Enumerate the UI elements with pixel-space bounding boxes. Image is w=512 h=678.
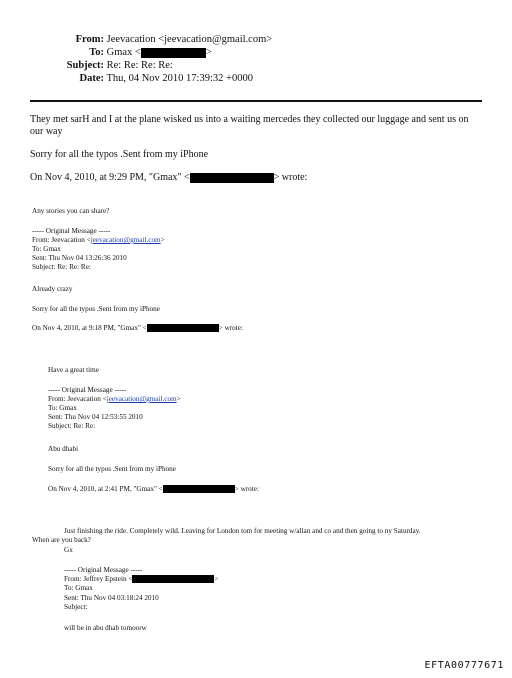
level3-sent: Sent: Thu Nov 04 03:18:24 2010 bbox=[64, 594, 159, 602]
level3-from-prefix: From: Jeffrey Epstein < bbox=[64, 575, 133, 583]
quote-intro-text: On Nov 4, 2010, at 9:29 PM, "Gmax" < bbox=[30, 172, 190, 183]
level1-question: Any stories you can share? bbox=[32, 207, 110, 215]
level1-quote-intro-text: On Nov 4, 2010, at 9:18 PM, "Gmax" < bbox=[32, 324, 147, 332]
level3-line1: Just finishing the ride. Completely wild. Leaving for London tom for meeting w/allan and co and then going to ny Saturday. bbox=[64, 527, 421, 535]
level2-from-suffix: > bbox=[176, 395, 181, 403]
level1-signature: Sorry for all the typos .Sent from my iPhone bbox=[32, 305, 160, 313]
level1-to: To: Gmax bbox=[32, 245, 61, 253]
level1-reply: Already crazy bbox=[32, 285, 73, 293]
level3-from bbox=[64, 575, 218, 583]
header-to-row bbox=[0, 47, 212, 58]
level3-line2: When are you back? bbox=[32, 536, 91, 544]
level2-sent: Sent: Thu Nov 04 12:53:55 2010 bbox=[48, 413, 143, 421]
date-label: Date: bbox=[79, 73, 104, 84]
level2-from-prefix: From: Jeevacation < bbox=[48, 395, 107, 403]
level1-quote-intro bbox=[32, 324, 243, 332]
body-signature: Sorry for all the typos .Sent from my iPhone bbox=[30, 149, 209, 160]
level3-message: will be in abu dhab tomoorw bbox=[64, 624, 147, 632]
header-subject-row bbox=[0, 60, 173, 71]
level2-quote-intro-text: On Nov 4, 2010, at 2:41 PM, "Gmax" < bbox=[48, 485, 163, 493]
level2-quote-intro-end: > wrote: bbox=[234, 485, 259, 493]
level1-orig-header: ----- Original Message ----- bbox=[32, 227, 111, 235]
to-value-end: > bbox=[205, 47, 212, 58]
redaction-bar bbox=[147, 324, 219, 332]
document-id: EFTA00777671 bbox=[424, 660, 504, 671]
date-value: Thu, 04 Nov 2010 17:39:32 +0000 bbox=[106, 73, 253, 84]
level2-subject: Subject: Re: Re: bbox=[48, 422, 96, 430]
from-value: Jeevacation <jeevacation@gmail.com> bbox=[106, 34, 273, 45]
to-label: To: bbox=[89, 47, 104, 58]
to-value-start: Gmax < bbox=[106, 47, 141, 58]
header-from-row bbox=[0, 34, 272, 45]
level1-quote-intro-end: > wrote: bbox=[218, 324, 243, 332]
level1-from bbox=[32, 236, 165, 244]
redaction-bar bbox=[163, 485, 235, 493]
level2-from-email-link[interactable]: jeevacation@gmail.com bbox=[106, 395, 177, 403]
body-quote-intro bbox=[30, 172, 307, 183]
level3-orig-header: ----- Original Message ----- bbox=[64, 566, 143, 574]
redaction-bar bbox=[190, 173, 274, 183]
level3-to: To: Gmax bbox=[64, 584, 93, 592]
body-paragraph: They met sarH and I at the plane wisked us into a waiting mercedes they collected our luggage and sent us on our way bbox=[30, 114, 469, 137]
level2-reply: Abu dhabi bbox=[48, 445, 79, 453]
level3-signoff: Gx bbox=[64, 546, 73, 554]
header-divider bbox=[30, 100, 482, 102]
redaction-bar bbox=[132, 575, 214, 583]
subject-label: Subject: bbox=[66, 60, 104, 71]
redaction-bar bbox=[141, 48, 206, 58]
level1-subject: Subject: Re: Re: Re: bbox=[32, 263, 91, 271]
level1-sent: Sent: Thu Nov 04 13:26:36 2010 bbox=[32, 254, 127, 262]
level1-from-prefix: From: Jeevacation < bbox=[32, 236, 91, 244]
level3-from-suffix: > bbox=[214, 575, 219, 583]
level1-from-suffix: > bbox=[160, 236, 165, 244]
level2-signature: Sorry for all the typos .Sent from my iPhone bbox=[48, 465, 176, 473]
level2-orig-header: ----- Original Message ----- bbox=[48, 386, 127, 394]
level2-line1: Have a great time bbox=[48, 366, 99, 374]
level3-subject: Subject: bbox=[64, 603, 88, 611]
header-date-row bbox=[0, 73, 253, 84]
quote-intro-end: > wrote: bbox=[273, 172, 308, 183]
level1-from-email-link[interactable]: jeevacation@gmail.com bbox=[90, 236, 161, 244]
level2-from bbox=[48, 395, 181, 403]
from-label: From: bbox=[75, 34, 104, 45]
subject-value: Re: Re: Re: Re: bbox=[106, 60, 173, 71]
level2-quote-intro bbox=[48, 485, 259, 493]
level2-to: To: Gmax bbox=[48, 404, 77, 412]
